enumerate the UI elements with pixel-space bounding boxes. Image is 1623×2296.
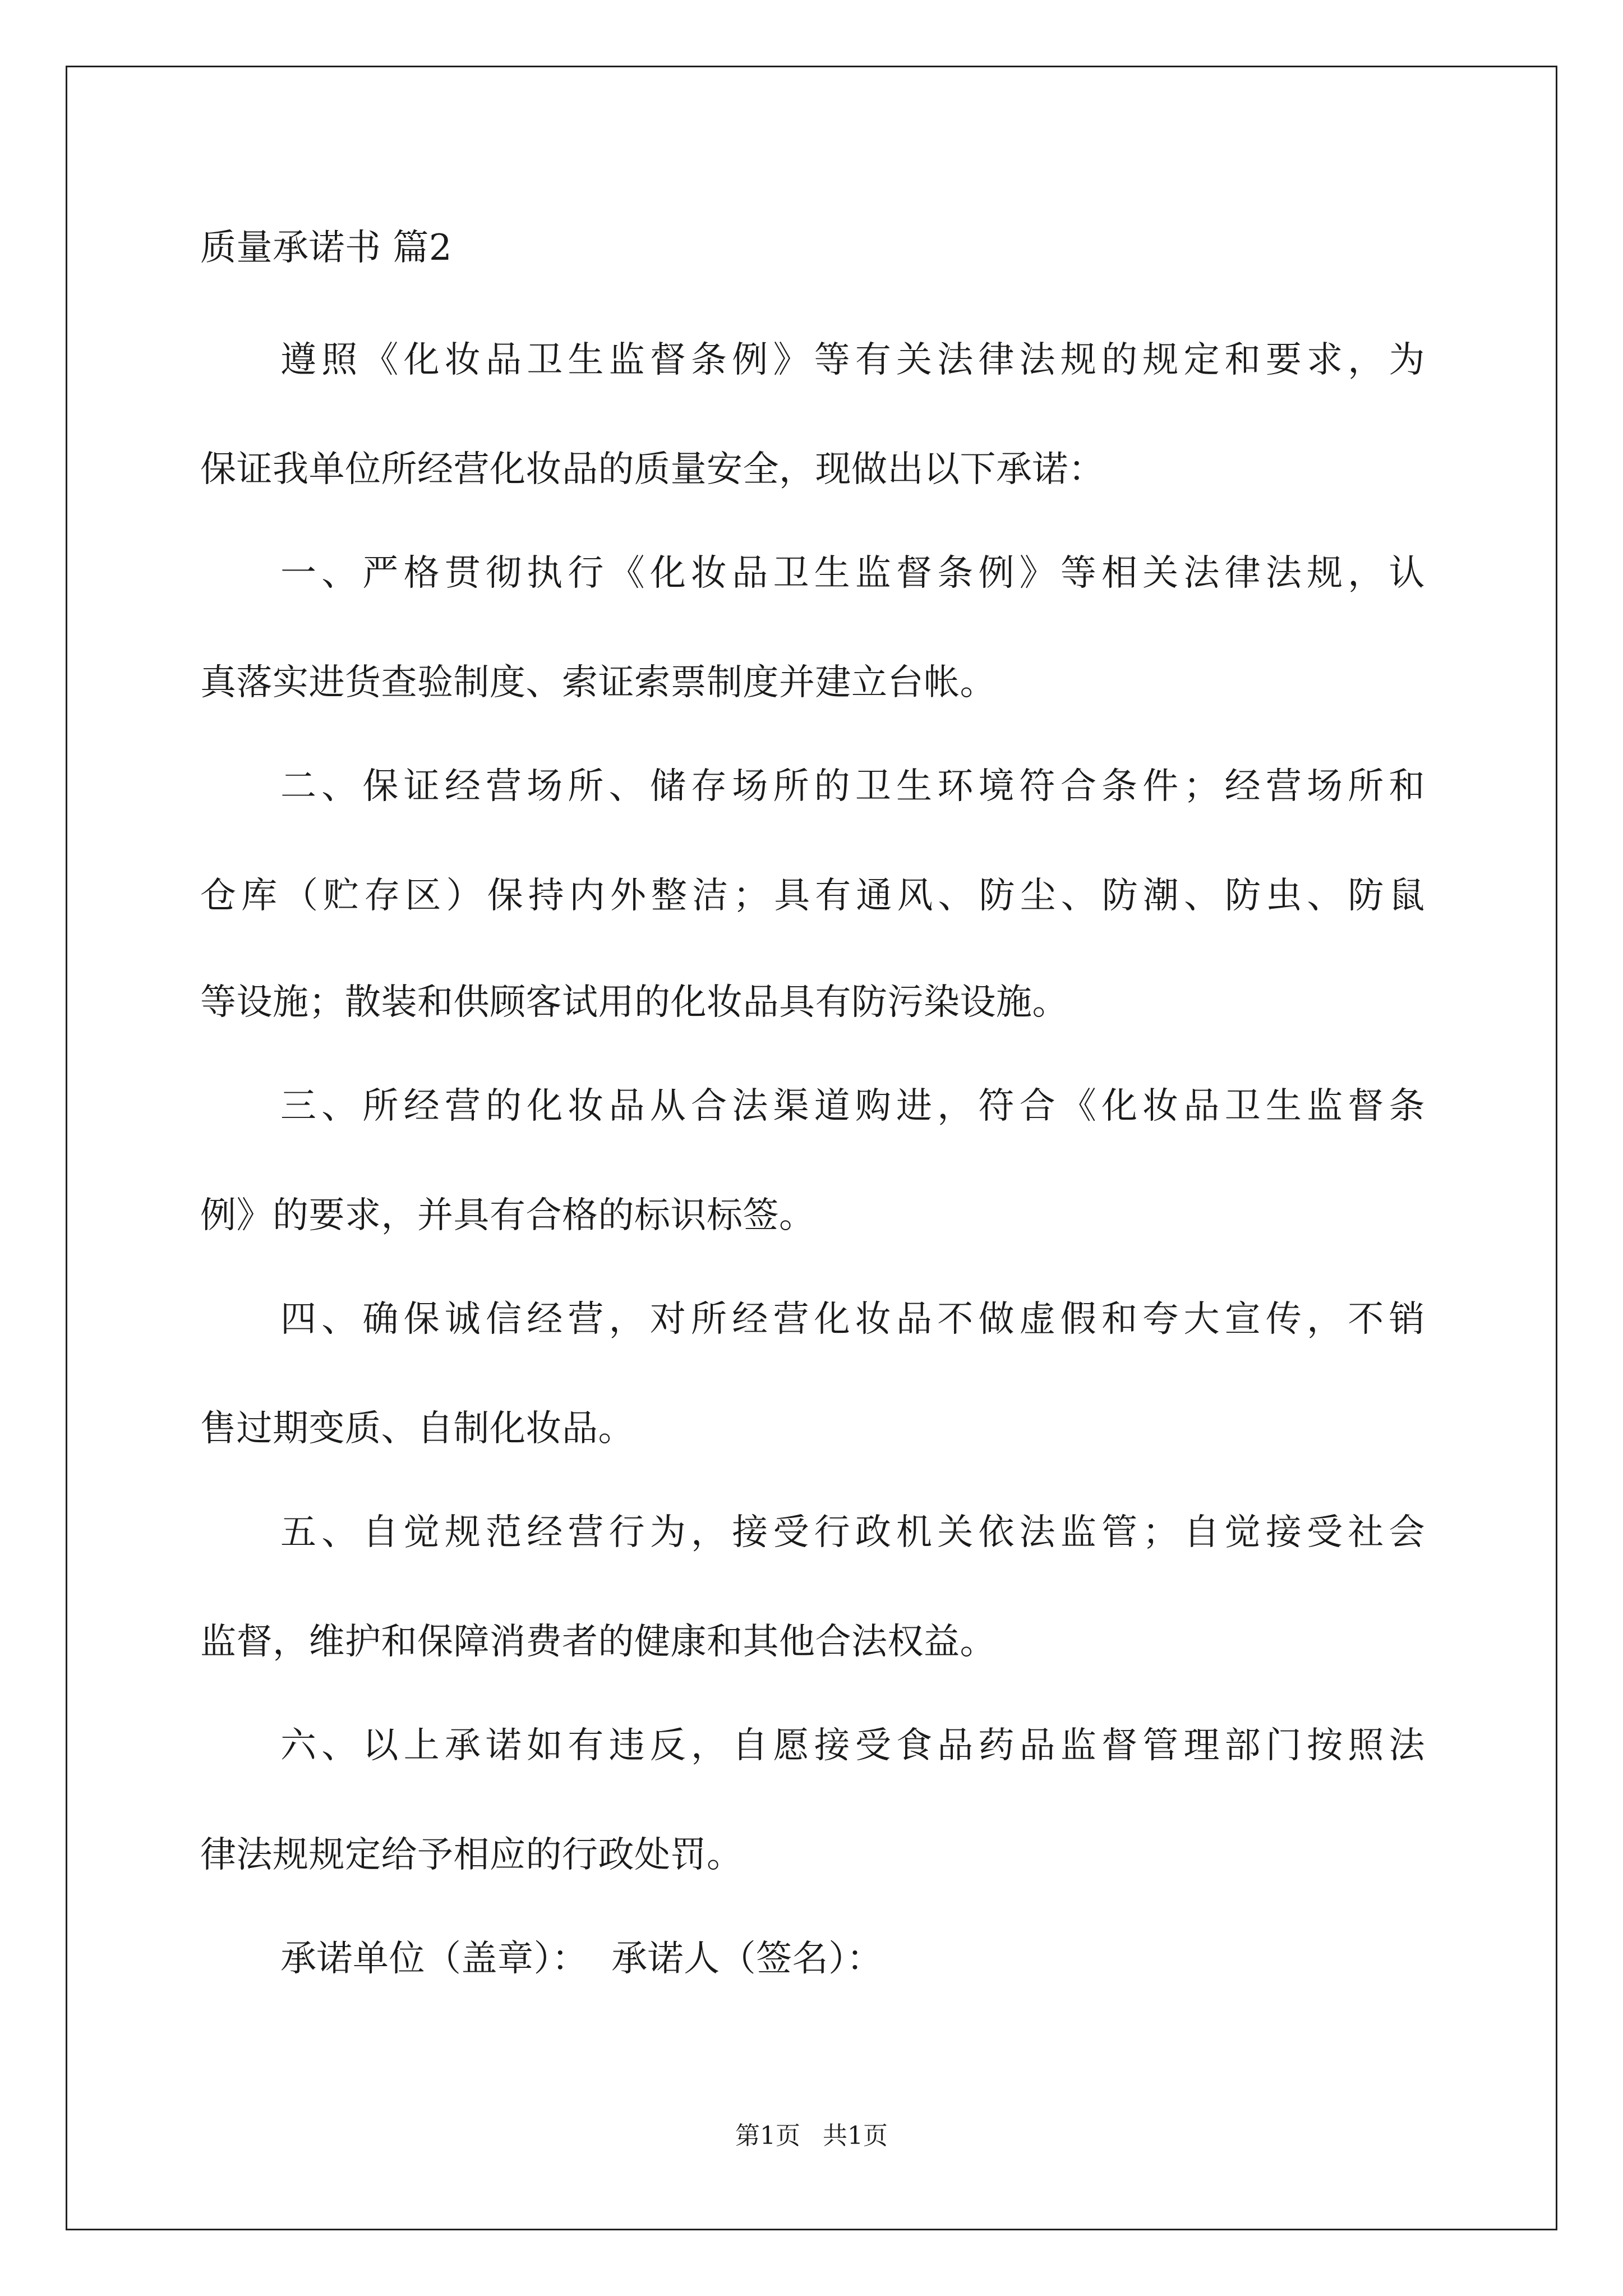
signature-line: 承诺单位（盖章）： 承诺人（签名）： — [280, 1938, 883, 1980]
item-6-line-1: 六、以上承诺如有违反，自愿接受食品药品监督管理部门按照法 — [280, 1725, 1425, 1766]
paragraph-intro-line-2: 保证我单位所经营化妆品的质量安全，现做出以下承诺： — [200, 449, 1105, 490]
item-2-line-3: 等设施；散装和供顾客试用的化妆品具有防污染设施。 — [200, 982, 1068, 1023]
paragraph-intro-line-1: 遵照《化妆品卫生监督条例》等有关法律法规的规定和要求，为 — [280, 339, 1425, 381]
item-5-line-2: 监督，维护和保障消费者的健康和其他合法权益。 — [200, 1621, 996, 1663]
item-6-line-2: 律法规规定给予相应的行政处罚。 — [200, 1834, 743, 1876]
item-2-line-2: 仓库（贮存区）保持内外整洁；具有通风、防尘、防潮、防虫、防鼠 — [200, 875, 1425, 917]
page-border — [66, 66, 1557, 2230]
page-footer — [0, 2124, 1623, 2148]
item-3-line-2: 例》的要求，并具有合格的标识标签。 — [200, 1195, 815, 1236]
item-4-line-1: 四、确保诚信经营，对所经营化妆品不做虚假和夸大宣传，不销 — [280, 1299, 1425, 1340]
page-number: 第1页 — [735, 2122, 800, 2150]
item-1-line-2: 真落实进货查验制度、索证索票制度并建立台帐。 — [200, 662, 996, 703]
item-5-line-1: 五、自觉规范经营行为，接受行政机关依法监管；自觉接受社会 — [280, 1512, 1425, 1553]
item-4-line-2: 售过期变质、自制化妆品。 — [200, 1408, 634, 1450]
item-2-line-1: 二、保证经营场所、储存场所的卫生环境符合条件；经营场所和 — [280, 766, 1425, 807]
item-1-line-1: 一、严格贯彻执行《化妆品卫生监督条例》等相关法律法规，认 — [280, 553, 1425, 594]
page-total: 共1页 — [823, 2122, 888, 2150]
document-title: 质量承诺书 篇2 — [200, 227, 453, 269]
item-3-line-1: 三、所经营的化妆品从合法渠道购进，符合《化妆品卫生监督条 — [280, 1085, 1425, 1127]
